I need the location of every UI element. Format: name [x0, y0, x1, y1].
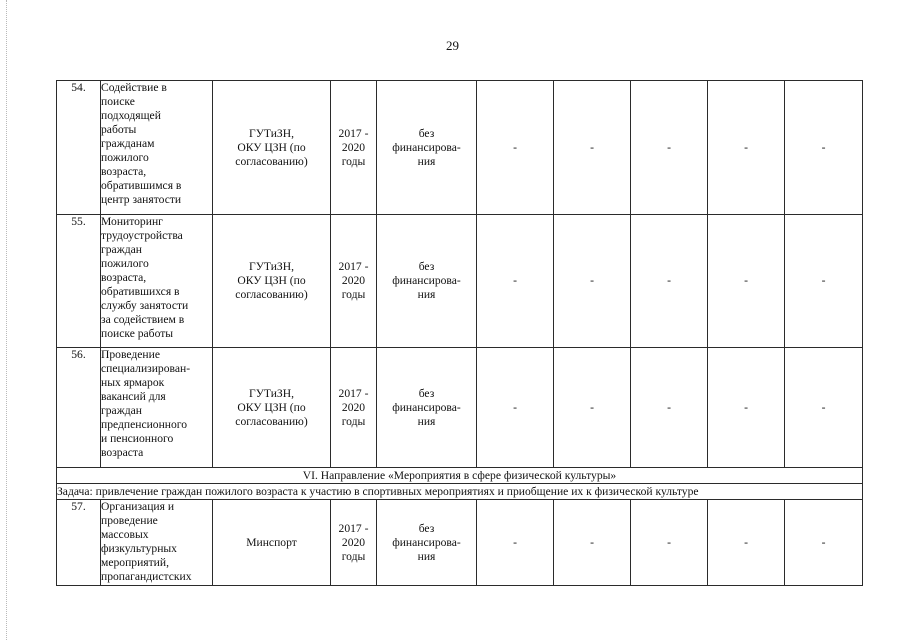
- table-row: [57, 81, 863, 215]
- period-cell: 2017 - 2020 годы: [331, 348, 377, 468]
- measures-table: [56, 80, 863, 586]
- section-heading-row: [57, 468, 863, 484]
- value-cell: -: [554, 215, 631, 348]
- value-cell: -: [477, 81, 554, 215]
- value-cell: -: [708, 81, 785, 215]
- value-cell: -: [631, 215, 708, 348]
- executor-cell: Минспорт: [213, 500, 331, 586]
- period-cell: 2017 - 2020 годы: [331, 215, 377, 348]
- value-cell: -: [477, 348, 554, 468]
- table-row: [57, 500, 863, 586]
- row-number: 55.: [57, 215, 101, 348]
- value-cell: -: [785, 348, 863, 468]
- financing-cell: без финансирова- ния: [377, 348, 477, 468]
- executor-cell: ГУТиЗН, ОКУ ЦЗН (по согласованию): [213, 215, 331, 348]
- period-cell: 2017 - 2020 годы: [331, 81, 377, 215]
- value-cell: -: [554, 500, 631, 586]
- page-number: 29: [446, 38, 459, 53]
- value-cell: -: [631, 81, 708, 215]
- value-cell: -: [631, 500, 708, 586]
- row-number: 57.: [57, 500, 101, 586]
- financing-cell: без финансирова- ния: [377, 500, 477, 586]
- period-cell: 2017 - 2020 годы: [331, 500, 377, 586]
- measure-title: Содействие в поиске подходящей работы гражданам пожилого возраста, обратившимся в центр занятости: [101, 81, 213, 215]
- value-cell: -: [708, 500, 785, 586]
- value-cell: -: [785, 500, 863, 586]
- value-cell: -: [708, 348, 785, 468]
- task-row: [57, 484, 863, 500]
- row-number: 56.: [57, 348, 101, 468]
- row-number: 54.: [57, 81, 101, 215]
- value-cell: -: [631, 348, 708, 468]
- value-cell: -: [477, 215, 554, 348]
- financing-cell: без финансирова- ния: [377, 81, 477, 215]
- measure-title: Организация и проведение массовых физкультурных мероприятий, пропагандистских: [101, 500, 213, 586]
- financing-cell: без финансирова- ния: [377, 215, 477, 348]
- table-row: [57, 215, 863, 348]
- section-heading: VI. Направление «Мероприятия в сфере физической культуры»: [57, 468, 863, 484]
- value-cell: -: [554, 81, 631, 215]
- table-row: [57, 348, 863, 468]
- margin-dotted-line: [6, 0, 7, 640]
- measure-title: Мониторинг трудоустройства граждан пожилого возраста, обратившихся в службу занятости за содействием в поиске работы: [101, 215, 213, 348]
- value-cell: -: [477, 500, 554, 586]
- measure-title: Проведение специализирован- ных ярмарок вакансий для граждан предпенсионного и пенсионного возраста: [101, 348, 213, 468]
- value-cell: -: [785, 215, 863, 348]
- value-cell: -: [708, 215, 785, 348]
- task-line: Задача: привлечение граждан пожилого возраста к участию в спортивных мероприятиях и приобщение их к физической культуре: [57, 484, 863, 500]
- executor-cell: ГУТиЗН, ОКУ ЦЗН (по согласованию): [213, 348, 331, 468]
- value-cell: -: [554, 348, 631, 468]
- executor-cell: ГУТиЗН, ОКУ ЦЗН (по согласованию): [213, 81, 331, 215]
- value-cell: -: [785, 81, 863, 215]
